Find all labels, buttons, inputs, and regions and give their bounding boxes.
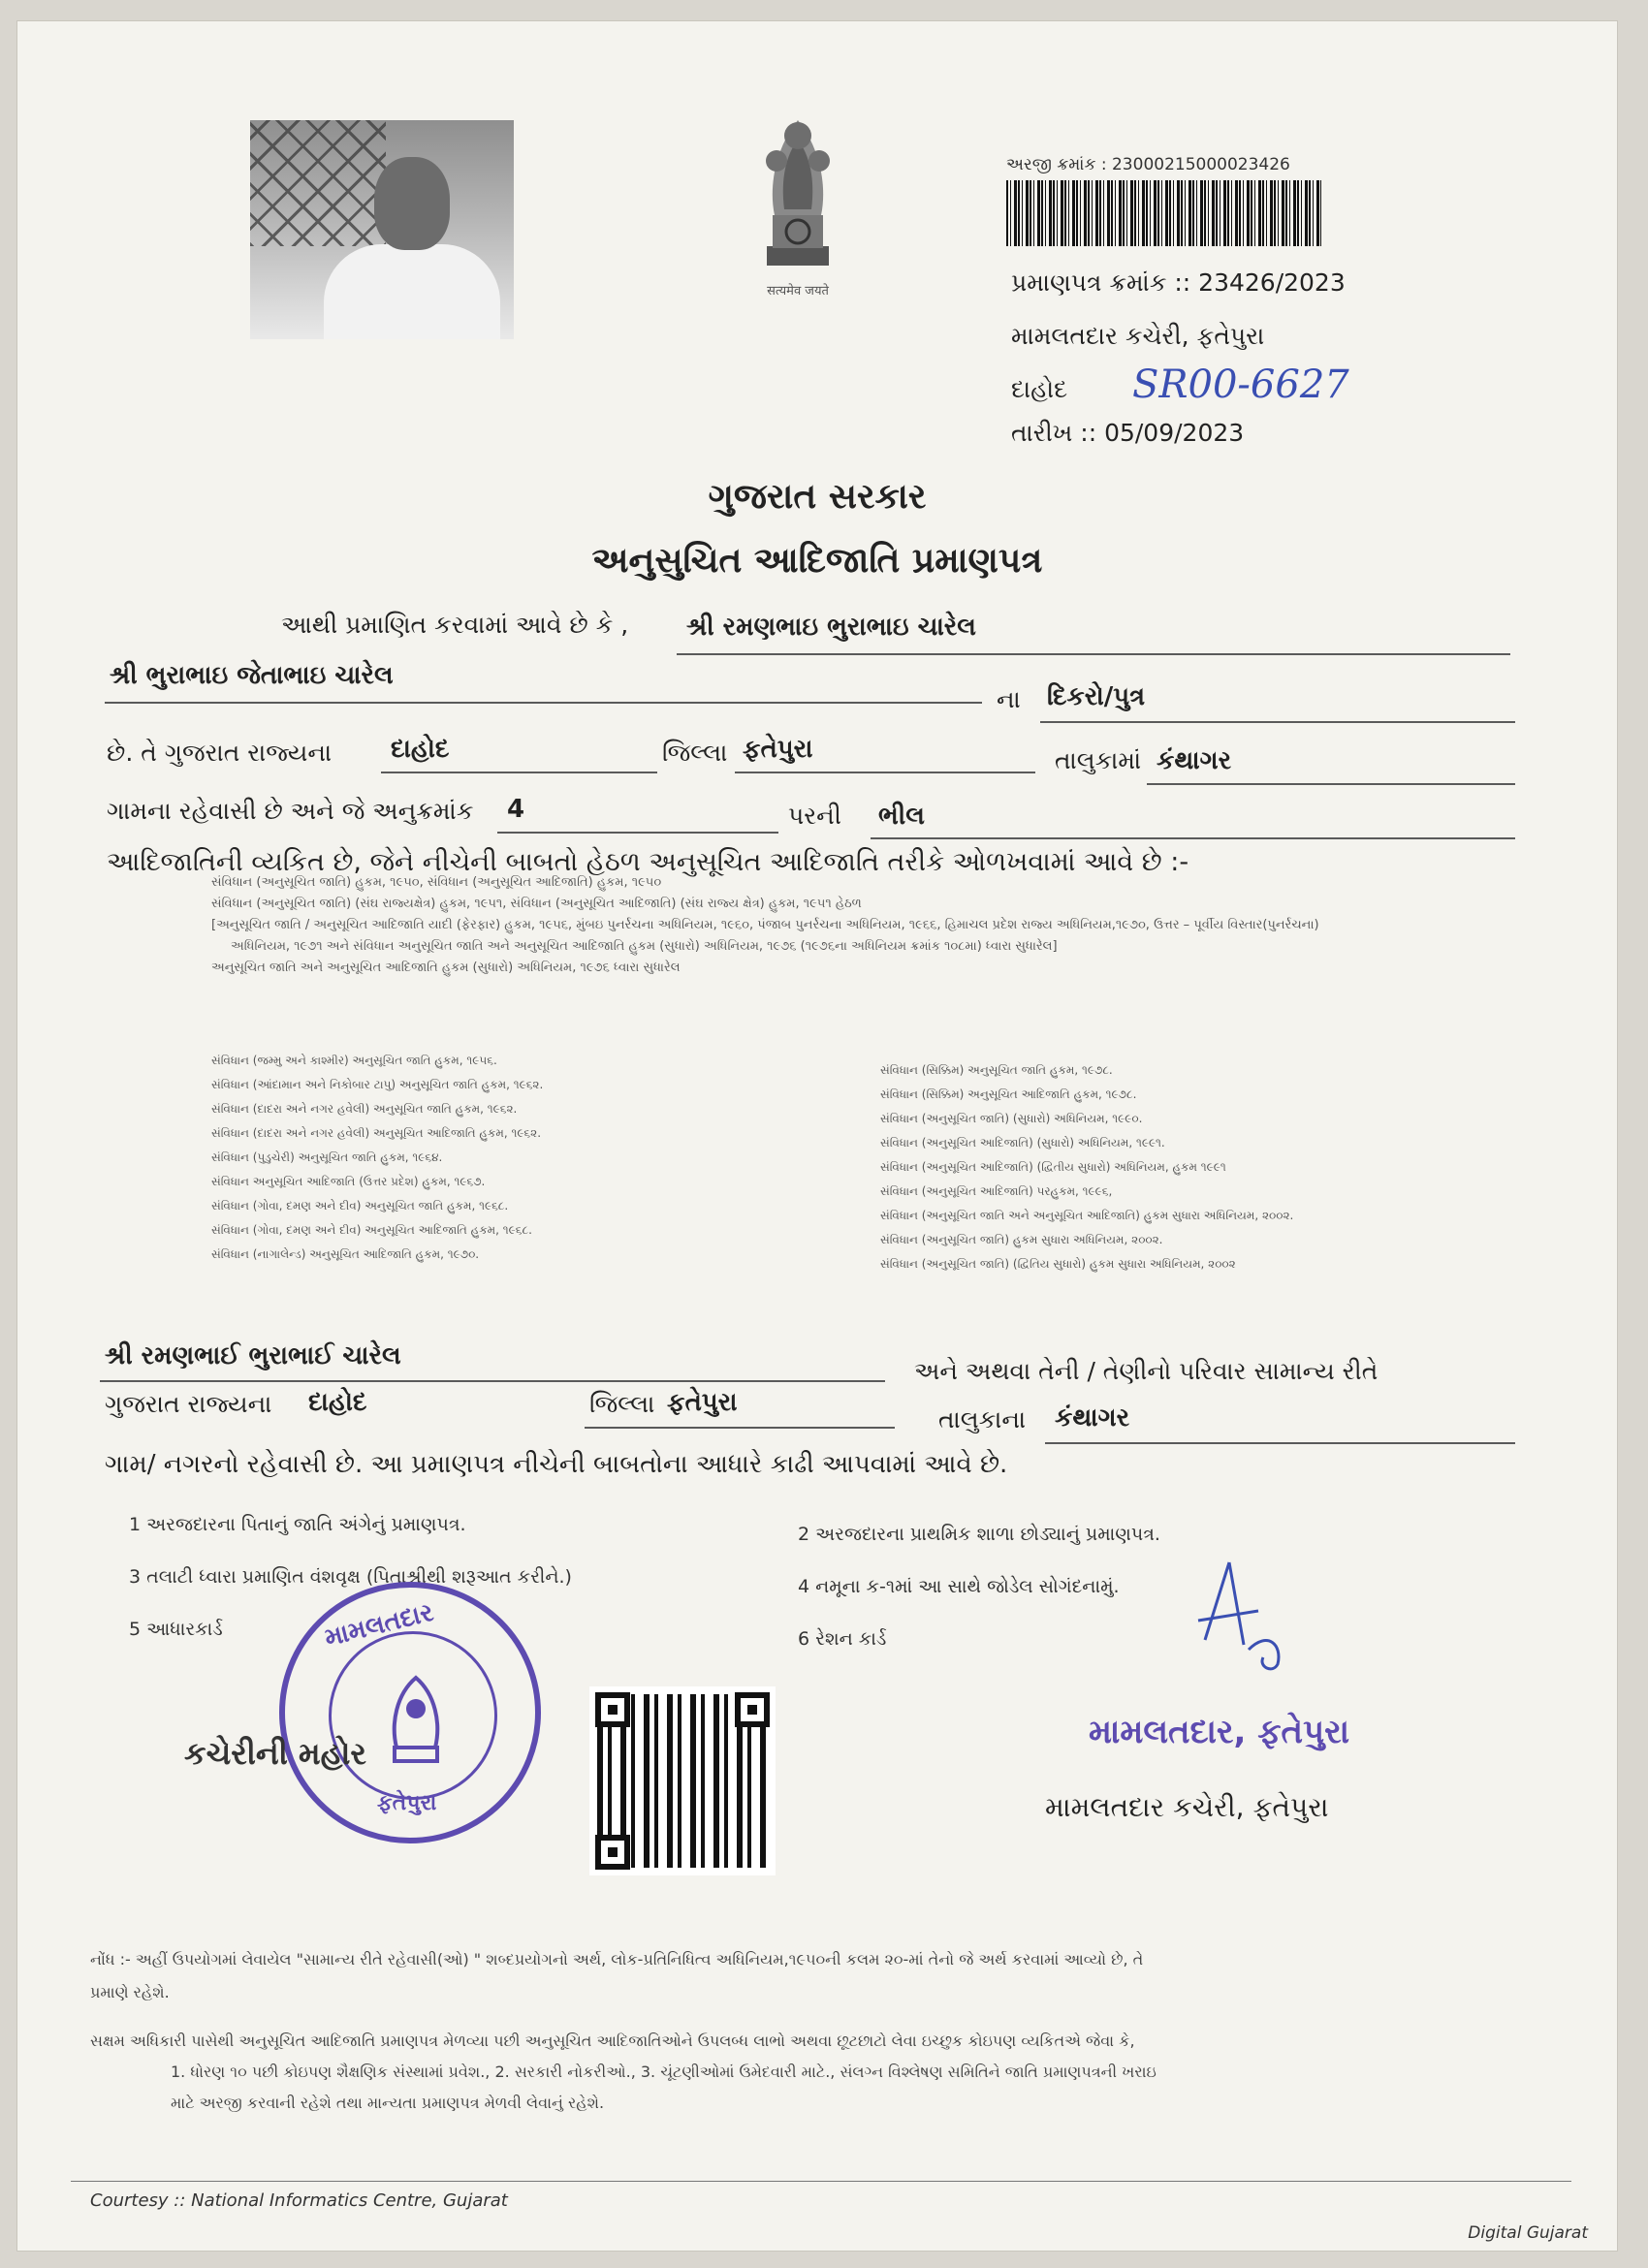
- certificate-title: અનુસુચિત આદિજાતિ પ્રમાણપત્ર: [591, 541, 1043, 581]
- order-item: સંવિધાન (સિક્કિમ) અનુસૂચિત આદિજાતિ હુકમ, ૧૯૭૮.: [880, 1087, 1137, 1101]
- digital-gujarat-text: Digital Gujarat: [1468, 2223, 1588, 2243]
- family-district-underline: [585, 1427, 895, 1429]
- office-seal: [279, 1582, 541, 1843]
- tribe-name: ભીલ: [878, 802, 925, 831]
- certificate-number: પ્રમાણપત્ર ક્રમાંક :: 23426/2023: [1011, 268, 1346, 297]
- verification-qr-code: [589, 1686, 776, 1875]
- legal-reference-block: [211, 872, 1530, 979]
- photo-background-grille: [250, 120, 386, 246]
- order-item: સંવિધાન (અનુસૂચિત જાતિ) હુકમ સુધારા અધિનિયમ, ૨૦૦૨.: [880, 1233, 1163, 1246]
- relation: દિકરો/પુત્ર: [1047, 682, 1146, 711]
- legal-reference: સંવિધાન (અનુસૂચિત જાતિ) (સંઘ રાજ્યક્ષેત્ર) હુકમ, ૧૯૫૧, સંવિધાન (અનુસૂચિત આદિજાતિ) (સંઘ રાજ્ય ક્ષેત્ર) હુકમ, ૧૯૫૧ હેઠળ: [211, 897, 862, 911]
- family-state-prefix: ગુજરાત રાજ્યના: [105, 1390, 272, 1418]
- holder-name: શ્રી રમણભાઇ ભુરાભાઇ ચારેલ: [686, 613, 976, 642]
- basis-item-3: 3 તલાટી ધ્વારા પ્રમાણિત વંશવૃક્ષ (પિતાશ્રીથી શરૂઆત કરીને.): [129, 1566, 572, 1588]
- holder-name-underline: [677, 653, 1510, 655]
- family-text: અને અથવા તેની / તેણીનો પરિવાર સામાન્ય રીતે: [914, 1357, 1379, 1385]
- note-benefits: સક્ષમ અધિકારી પાસેથી અનુસૂચિત આદિજાતિ પ્રમાણપત્ર મેળવ્યા પછી અનુસૂચિત આદિજાતિઓને ઉપલબ્ધ લાભો અથવા છૂટછાટો લેવા ઇચ્છુક કોઇપણ વ્યકિતએ જેવા કે,: [90, 2032, 1135, 2050]
- legal-reference: [અનુસૂચિત જાતિ / અનુસૂચિત આદિજાતિ યાદી (ફેરફાર) હુકમ, ૧૯૫૬, મુંબઇ પુનર્રચના અધિનિયમ, ૧૯૬૦, પંજાબ પુનર્રચના અધિનિયમ, ૧૯૬૬, હિમાચલ પ્રદેશ રાજ્ય અધિનિયમ,૧૯૭૦, ઉત્તર – પૂર્વીય વિસ્તાર(પુનર્રચના): [211, 918, 1319, 932]
- upar-text: પરની: [788, 802, 841, 830]
- order-item: સંવિધાન (અનુસૂચિત જાતિ) (દ્વિતિય સુધારો) હુકમ સુધારા અધિનિયમ, ૨૦૦૨: [880, 1257, 1236, 1271]
- order-item: સંવિધાન (દાદરા અને નગર હવેલી) અનુસૂચિત આદિજાતિ હુકમ, ૧૯૬૨.: [211, 1126, 542, 1140]
- order-item: સંવિધાન (પુડુચેરી) અનુસૂચિત જાતિ હુકમ, ૧૯૬૪.: [211, 1150, 443, 1164]
- seal-emblem-icon: [377, 1670, 455, 1767]
- order-item: સંવિધાન (અનુસૂચિત જાતિ) (સુધારો) અધિનિયમ, ૧૯૯૦.: [880, 1112, 1143, 1125]
- village-underline: [1147, 783, 1515, 785]
- family-village-underline: [1045, 1442, 1515, 1444]
- order-item: સંવિધાન (ગોવા, દમણ અને દીવ) અનુસૂચિત આદિજાતિ હુકમ, ૧૯૬૮.: [211, 1223, 532, 1237]
- qr-finder-bottom-left: [595, 1835, 630, 1870]
- note-residence-cont: પ્રમાણે રહેશે.: [90, 1983, 170, 2001]
- emblem-motto: सत्यमेव जयते: [767, 284, 829, 299]
- na-text: ના: [997, 685, 1021, 713]
- serial-number: 4: [507, 795, 525, 824]
- order-item: સંવિધાન (જમ્મુ અને કાશ્મીર) અનુસૂચિત જાતિ હુકમ, ૧૯૫૬.: [211, 1054, 497, 1067]
- order-item: સંવિધાન (આંદામાન અને નિકોબાર ટાપુ) અનુસૂચિત જાતિ હુકમ, ૧૯૬૨.: [211, 1078, 544, 1091]
- order-item: સંવિધાન અનુસૂચિત આદિજાતિ (ઉત્તર પ્રદેશ) હુકમ, ૧૯૬૭.: [211, 1175, 486, 1188]
- basis-item-6: 6 રેશન કાર્ડ: [798, 1628, 887, 1650]
- district-underline: [381, 772, 657, 773]
- certificate-page: [17, 21, 1617, 2251]
- family-village: કંથાગર: [1055, 1403, 1130, 1433]
- basis-item-1: 1 અરજદારના પિતાનું જાતિ અંગેનું પ્રમાણપત્ર.: [129, 1514, 466, 1535]
- issuing-office: મામલતદાર કચેરી, ફતેપુરા: [1011, 322, 1265, 350]
- basis-item-5: 5 આધારકાર્ડ: [129, 1619, 223, 1640]
- seal-top-text: મામલતદાર: [321, 1597, 437, 1654]
- application-barcode: [1006, 180, 1321, 246]
- order-item: સંવિધાન (ગોવા, દમણ અને દીવ) અનુસૂચિત જાતિ હુકમ, ૧૯૬૮.: [211, 1199, 509, 1213]
- resident-text: ગામના રહેવાસી છે અને જે અનુક્રમાંક: [107, 797, 474, 825]
- family-resident-text: ગામ/ નગરનો રહેવાસી છે. આ પ્રમાણપત્ર નીચેની બાબતોના આધારે કાઢી આપવામાં આવે છે.: [105, 1450, 1008, 1479]
- legal-reference: અનુસૂચિત જાતિ અને અનુસૂચિત આદિજાતિ હુકમ (સુધારો) અધિનિયમ, ૧૯૭૬ ધ્વારા સુધારેલ: [211, 961, 681, 975]
- father-name: શ્રી ભુરાભાઇ જેતાભાઇ ચારેલ: [110, 661, 394, 690]
- applicant-photo: [250, 120, 514, 339]
- family-name-underline: [100, 1380, 885, 1382]
- family-holder-name: શ્રી રમણભાઈ ભુરાભાઈ ચારેલ: [105, 1341, 401, 1370]
- officer-title: મામલતદાર કચેરી, ફતેપુરા: [1045, 1791, 1329, 1823]
- jilla-label: જિલ્લા: [662, 739, 728, 767]
- orders-list-left: [211, 1049, 754, 1267]
- seal-bottom-text: ફતેપુરા: [377, 1791, 437, 1815]
- legal-reference: અધિનિયમ, ૧૯૭૧ અને સંવિધાન અનુસૂચિત જાતિ અને અનુસૂચિત આદિજાતિ હુકમ (સુધારો) અધિનિયમ, ૧૯૭૬ (૧૯૭૬ના અધિનિયમ ક્રમાંક ૧૦૮મા) ધ્વારા સુધારેલ]: [231, 939, 1058, 954]
- photo-person-head: [374, 157, 450, 250]
- order-item: સંવિધાન (અનુસૂચિત આદિજાતિ) (સુધારો) અધિનિયમ, ૧૯૯૧.: [880, 1136, 1165, 1150]
- order-item: સંવિધાન (નાગાલેન્ડ) અનુસૂચિત આદિજાતિ હુકમ, ૧૯૭૦.: [211, 1247, 480, 1261]
- order-item: સંવિધાન (અનુસૂચિત જાતિ અને અનુસૂચિત આદિજાતિ) હુકમ સુધારા અધિનિયમ, ૨૦૦૨.: [880, 1209, 1294, 1222]
- footer-divider: [71, 2181, 1571, 2182]
- national-emblem-icon: [730, 101, 866, 285]
- orders-list-right: [880, 1058, 1501, 1276]
- family-district: દાહોદ: [308, 1388, 367, 1417]
- state-prefix: છે. તે ગુજરાત રાજ્યના: [107, 739, 333, 767]
- taluka-label: તાલુકામાં: [1055, 746, 1142, 774]
- taluka-underline: [735, 772, 1035, 773]
- order-item: સંવિધાન (સિક્કિમ) અનુસૂચિત જાતિ હુકમ, ૧૯૭૮.: [880, 1063, 1113, 1077]
- note-residence: નોંધ :- અહીં ઉપયોગમાં લેવાયેલ "સામાન્ય રીતે રહેવાસી(ઓ) " શબ્દપ્રયોગનો અર્થ, લોક-પ્રતિનિધિત્વ અધિનિયમ,૧૯૫૦ની કલમ ૨૦-માં તેનો જે અર્થ કરવામાં આવ્યો છે, તે: [90, 1950, 1144, 1969]
- tribe-recognition-line: આદિજાતિની વ્યકિત છે, જેને નીચેની બાબતો હેઠળ અનુસૂચિત આદિજાતિ તરીકે ઓળખવામાં આવે છે :-: [107, 847, 1189, 877]
- order-item: સંવિધાન (અનુસૂચિત આદિજાતિ) (દ્વિતીય સુધારો) અધિનિયમ, હુકમ ૧૯૯૧: [880, 1160, 1226, 1174]
- qr-finder-top-right: [735, 1692, 770, 1727]
- basis-item-2: 2 અરજદારના પ્રાથમિક શાળા છોડ્યાનું પ્રમાણપત્ર.: [798, 1524, 1160, 1545]
- handwritten-reference: SR00-6627: [1132, 362, 1349, 407]
- government-title: ગુજરાત સરકાર: [708, 477, 927, 517]
- order-item: સંવિધાન (દાદરા અને નગર હવેલી) અનુસૂચિત જાતિ હુકમ, ૧૯૬૨.: [211, 1102, 518, 1116]
- order-item: સંવિધાન (અનુસૂચિત આદિજાતિ) પરહુકમ, ૧૯૯૬,: [880, 1184, 1113, 1198]
- father-name-underline: [105, 702, 982, 704]
- serial-underline: [497, 832, 778, 834]
- legal-reference: સંવિધાન (અનુસૂચિત જાતિ) હુકમ, ૧૯૫૦, સંવિધાન (અનુસૂચિત આદિજાતિ) હુકમ, ૧૯૫૦: [211, 875, 662, 890]
- relation-underline: [1040, 721, 1515, 723]
- officer-stamp: મામલતદાર, ફતેપુરા: [1089, 1713, 1350, 1751]
- village-name: કંથાગર: [1157, 746, 1232, 775]
- photo-person-torso: [324, 244, 500, 339]
- tribe-underline: [871, 837, 1515, 839]
- family-taluka-label: તાલુકાના: [938, 1405, 1027, 1433]
- qr-finder-top-left: [595, 1692, 630, 1727]
- family-taluka-name: ફતેપુરા: [667, 1388, 738, 1417]
- family-jilla-label: જિલ્લા: [589, 1390, 655, 1418]
- seal-label: કચેરીની મહોર: [184, 1735, 366, 1772]
- application-number: અરજી ક્રમાંક : 23000215000023426: [1006, 155, 1290, 174]
- courtesy-text: Courtesy :: National Informatics Centre, Gujarat: [90, 2190, 508, 2211]
- basis-item-4: 4 નમૂના ક-૧માં આ સાથે જોડેલ સોગંદનામું.: [798, 1576, 1120, 1597]
- certify-text: આથી પ્રમાણિત કરવામાં આવે છે કે ,: [281, 611, 629, 639]
- officer-signature: [1190, 1553, 1297, 1679]
- taluka-name: ફતેપુરા: [743, 735, 813, 764]
- issue-date: તારીખ :: 05/09/2023: [1011, 419, 1245, 447]
- district-name: દાહોદ: [391, 735, 450, 764]
- note-benefits-list: 1. ધોરણ ૧૦ પછી કોઇપણ શૈક્ષણિક સંસ્થામાં પ્રવેશ., 2. સરકારી નોકરીઓ., 3. ચૂંટણીઓમાં ઉમેદવારી માટે., સંલગ્ન વિશ્લેષણ સમિતિને જાતિ પ્રમાણપત્રની ખરાઇ: [171, 2063, 1157, 2081]
- district-label: દાહોદ: [1011, 375, 1068, 403]
- note-benefits-end: માટે અરજી કરવાની રહેશે તથા માન્યતા પ્રમાણપત્ર મેળવી લેવાનું રહેશે.: [171, 2094, 605, 2112]
